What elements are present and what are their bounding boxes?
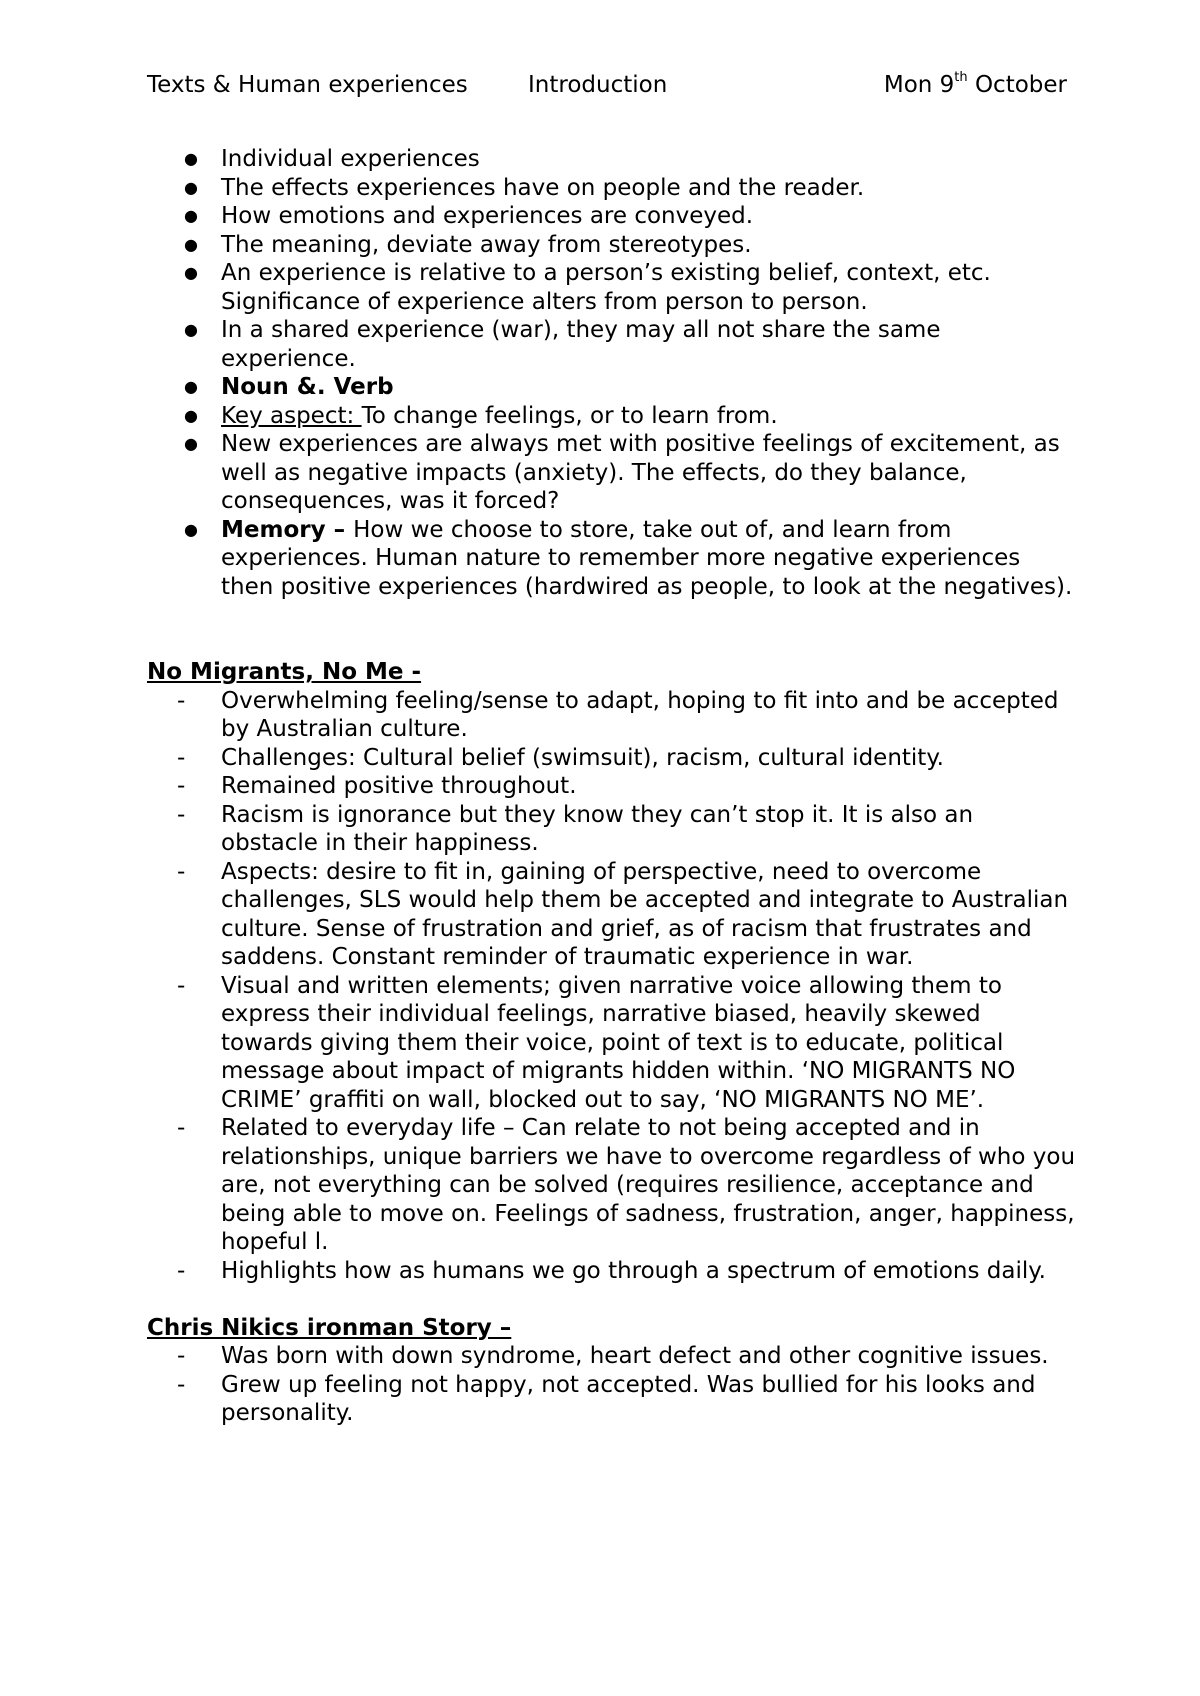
list-item-key-aspect: ● Key aspect: To change feelings, or to learn from.	[184, 402, 778, 429]
dash-icon: -	[177, 1343, 186, 1369]
dash-icon: -	[177, 1115, 186, 1141]
bullet-icon: ●	[184, 263, 198, 282]
dash-icon: -	[177, 687, 186, 714]
bullet-icon: ●	[184, 320, 198, 339]
header-date: Mon 9th October	[883, 70, 1067, 98]
list-item: - Challenges: Cultural belief (swimsuit), racism, cultural identity.	[177, 744, 944, 771]
bullet-icon: ●	[184, 519, 198, 539]
list-item: ● The effects experiences have on people and the reader.	[184, 174, 865, 201]
list-item: - Was born with down syndrome, heart defect and other cognitive issues.	[177, 1343, 1049, 1369]
bullet-icon: ●	[184, 177, 198, 197]
bullet-icon: ●	[184, 405, 198, 425]
dash-icon: -	[177, 1371, 186, 1398]
list-item-memory: ● Memory – How we choose to store, take out of, and learn from experiences. Human nature to remember more negative experiences then positive experiences (hardwired as people, to look at the negatives).	[184, 516, 1073, 600]
list-item: - Related to everyday life – Can relate to not being accepted and in relationships, unique barriers we have to overcome regardless of who you are, not everything can be solved (requires resilience, acceptance and being able to move on. Feelings of sadness, frustration, anger, happiness, hopeful l.	[177, 1115, 1076, 1255]
list-item: ● The meaning, deviate away from stereotypes.	[184, 231, 752, 258]
list-item: ● How emotions and experiences are conveyed.	[184, 203, 754, 229]
list-item: - Overwhelming feeling/sense to adapt, hoping to fit into and be accepted by Australian culture.	[177, 687, 1059, 742]
chris-dash-list	[147, 1342, 1077, 1428]
list-item: ● Individual experiences	[184, 146, 480, 172]
dash-icon: -	[177, 1257, 186, 1284]
header-title: Texts & Human experiences	[147, 72, 468, 98]
intro-bullet-list	[147, 145, 1077, 601]
page-header	[147, 68, 1067, 102]
list-item: - Highlights how as humans we go through a spectrum of emotions daily.	[177, 1257, 1046, 1284]
list-item: - Racism is ignorance but they know they can’t stop it. It is also an obstacle in their happiness.	[177, 801, 974, 856]
list-item-new-experiences: ● New experiences are always met with positive feelings of excitement, as well as negative impacts (anxiety). The effects, do they balance, consequences, was it forced?	[184, 431, 1060, 514]
list-item: - Remained positive throughout.	[177, 773, 577, 799]
list-item: - Grew up feeling not happy, not accepted. Was bullied for his looks and personality.	[177, 1371, 1036, 1426]
bullet-icon: ●	[184, 234, 198, 254]
dash-icon: -	[177, 773, 186, 799]
dash-icon: -	[177, 972, 186, 999]
bullet-icon: ●	[184, 377, 198, 396]
list-item-noun-verb: ● Noun &. Verb	[184, 374, 394, 400]
dash-icon: -	[177, 744, 186, 771]
list-item: ● In a shared experience (war), they may all not share the same experience.	[184, 317, 941, 372]
section-heading-chris: Chris Nikics ironman Story –	[147, 1314, 512, 1341]
bullet-icon: ●	[184, 434, 198, 453]
document-body	[147, 145, 1077, 1428]
bullet-icon: ●	[184, 206, 198, 225]
list-item: - Visual and written elements; given narrative voice allowing them to express their individual feelings, narrative biased, heavily skewed towards giving them their voice, point of text is to educate, political message about impact of migrants hidden within. ‘NO MIGRANTS NO CRIME’ graffiti on wall, blocked out to say, ‘NO MIGRANTS NO ME’.	[177, 972, 1016, 1113]
header-section: Introduction	[528, 72, 668, 98]
dash-icon: -	[177, 801, 186, 828]
migrants-dash-list	[147, 687, 1077, 1286]
dash-icon: -	[177, 858, 186, 885]
bullet-icon: ●	[184, 149, 198, 168]
section-heading-migrants: No Migrants, No Me -	[147, 659, 422, 685]
list-item: - Aspects: desire to fit in, gaining of perspective, need to overcome challenges, SLS would help them be accepted and integrate to Australian culture. Sense of frustration and grief, as of racism that frustrates and saddens. Constant reminder of traumatic experience in war.	[177, 858, 1069, 970]
list-item: ● An experience is relative to a person’s existing belief, context, etc. Significance of experience alters from person to person.	[184, 260, 991, 315]
